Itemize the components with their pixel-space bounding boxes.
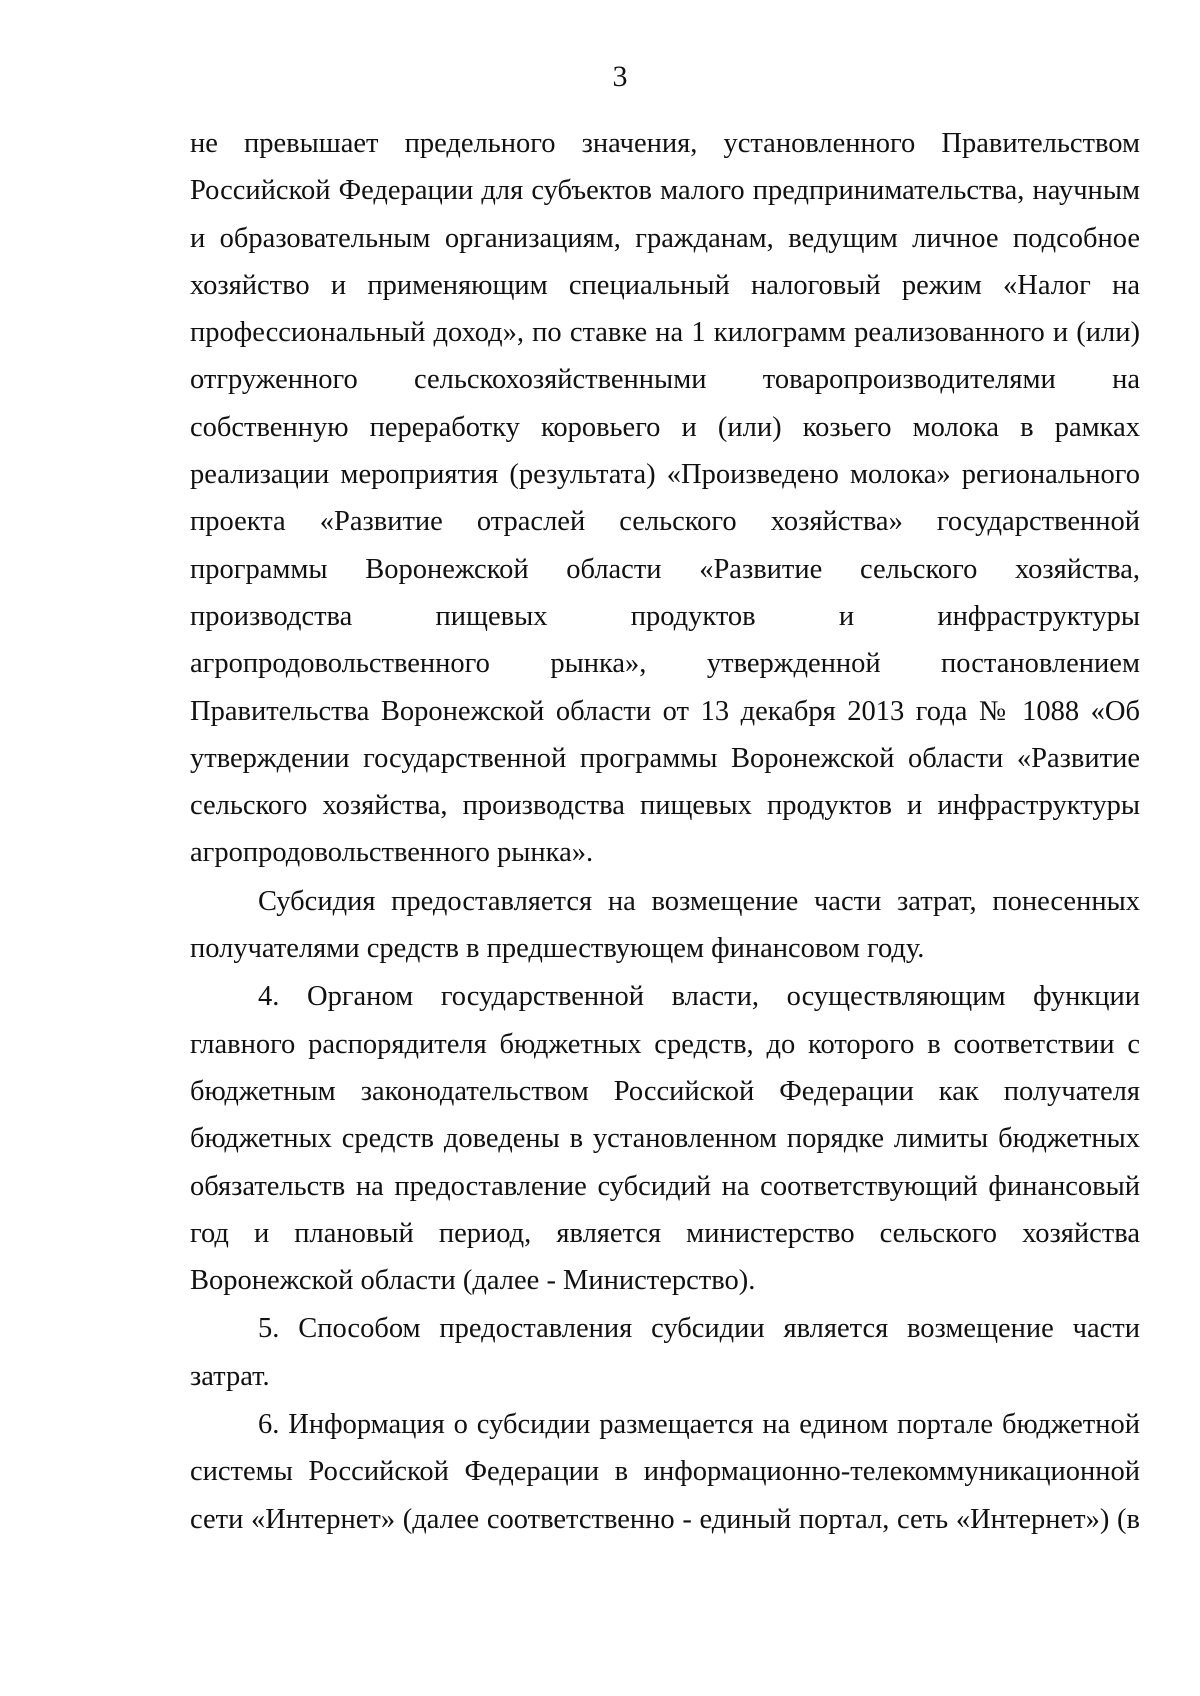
text-line: 4. Органом государственной власти, осуществляющим функции [258, 981, 1140, 1013]
text-line: утверждении государственной программы Воронежской области «Развитие [190, 742, 1140, 774]
text-line: бюджетных средств доведены в установленном порядке лимиты бюджетных [190, 1123, 1140, 1155]
text-line: Правительства Воронежской области от 13 декабря 2013 года № 1088 «Об [190, 695, 1140, 727]
text-line: главного распорядителя бюджетных средств, до которого в соответствии с [190, 1028, 1140, 1060]
text-line: сельского хозяйства, производства пищевых продуктов и инфраструктуры [190, 790, 1140, 822]
text-line: год и плановый период, является министерство сельского хозяйства [190, 1217, 1140, 1249]
text-line: 5. Способом предоставления субсидии является возмещение части [258, 1313, 1140, 1345]
text-line: бюджетным законодательством Российской Федерации как получателя [190, 1075, 1140, 1107]
text-line: не превышает предельного значения, установленного Правительством [190, 128, 1140, 159]
text-line: собственную переработку коровьего и (или) козьего молока в рамках [190, 411, 1140, 443]
text-line: проекта «Развитие отраслей сельского хозяйства» государственной [190, 506, 1140, 538]
text-line: Субсидия предоставляется на возмещение части затрат, понесенных [258, 885, 1140, 917]
document-body [190, 120, 1140, 1543]
text-line: профессиональный доход», по ставке на 1 килограмм реализованного и (или) [190, 317, 1140, 349]
text-line: обязательств на предоставление субсидий на соответствующий финансовый [190, 1170, 1140, 1202]
text-line: получателями средств в предшествующем финансовом году. [190, 933, 925, 965]
text-line: отгруженного сельскохозяйственными товаропроизводителями на [190, 364, 1140, 396]
text-line: и образовательным организациям, гражданам, ведущим личное подсобное [190, 222, 1140, 254]
text-line: Воронежской области (далее - Министерство). [190, 1265, 756, 1297]
page-number: 3 [612, 60, 628, 93]
text-line: 6. Информация о субсидии размещается на едином портале бюджетной [258, 1409, 1140, 1441]
text-line: затрат. [190, 1360, 270, 1392]
text-line: сети «Интернет» (далее соответственно - единый портал, сеть «Интернет») (в [190, 1503, 1140, 1535]
text-line: Российской Федерации для субъектов малого предпринимательства, научным [190, 175, 1140, 207]
text-line: системы Российской Федерации в информационно-телекоммуникационной [190, 1456, 1140, 1488]
text-line: производства пищевых продуктов и инфраструктуры [190, 600, 1140, 632]
text-line: агропродовольственного рынка», утвержденной постановлением [190, 648, 1140, 680]
text-line: реализации мероприятия (результата) «Произведено молока» регионального [190, 459, 1140, 491]
text-line: агропродовольственного рынка». [190, 837, 594, 869]
text-line: хозяйство и применяющим специальный налоговый режим «Налог на [190, 269, 1140, 301]
text-line: программы Воронежской области «Развитие сельского хозяйства, [190, 553, 1140, 585]
